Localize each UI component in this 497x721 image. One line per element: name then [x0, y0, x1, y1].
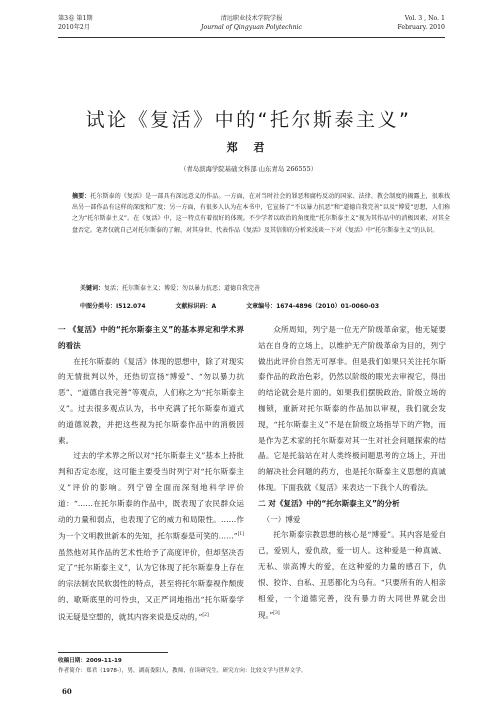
header-date: 2010年2月: [58, 24, 91, 31]
article-author: 郑 君: [226, 141, 271, 154]
running-header: [58, 14, 445, 48]
abstract: [72, 191, 450, 236]
document-code: 文献标识码：A: [175, 303, 217, 310]
right-column: [258, 322, 446, 624]
header-date-en: February. 2010: [397, 24, 445, 31]
keywords-text: 复活；托尔斯泰主义；博爱；勿以暴力抗恶；道德自我完善: [104, 285, 261, 292]
right-paragraph-1: 众所周知，列宁是一位无产阶级革命家，他无疑要站在自身的立场上，以维护无产阶级革命为目的，列宁做出此评价自然无可厚非。但是我们如果只关注托尔斯泰作品的政治色彩，仍然以阶级的眼光去审视它，得出的结论就会是片面的。如果我们摆脱政治、阶级立场的枷锁，重新对托尔斯泰的作品加以审视，我们就会发现，“托尔斯泰主义”不是在阶级立场指导下的产物，而是作为艺术家的托尔斯泰对其一生对社会问题探索的结晶。它是托翁站在对人类终极问题思考的立场上，开出的解决社会问题的药方，也是托尔斯泰主义思想的真诚体现。下面我就《复活》来表达一下我个人的看法。: [258, 325, 446, 492]
keywords: [80, 283, 450, 292]
abstract-label: 摘要：: [72, 193, 91, 200]
citation-1: [1]: [237, 532, 244, 538]
header-journal-en: Journal of Qingyuan Polytechnic: [200, 24, 302, 31]
keywords-label: 关键词：: [80, 285, 105, 292]
article-title: 试论《复活》中的“托尔斯泰主义”: [85, 109, 412, 131]
page-number: 60: [62, 687, 72, 696]
citation-3: [3]: [273, 611, 280, 617]
right-paragraph-2: [258, 527, 446, 623]
right-paragraph-2-text: 托尔斯泰宗教思想的核心是“博爱”。其内容是爱自己，爱别人，爱仇敌，爱一切人。这种爱是一种真诚、无私、崇高博大的爱，在这种爱的力量的感召下，仇恨、狡诈、自私、丑恶都化为乌有。“只要所有的人相亲相爱，一个道德完善，没有暴力的大同世界就会出现。”: [258, 530, 446, 620]
article-number: 文章编号：1674-4896（2010）01-0060-03: [246, 303, 380, 310]
header-journal-cn: 清远职业技术学院学报: [220, 15, 283, 22]
left-paragraph-2-text: 过去的学术界之所以对“托尔斯泰主义”基本上持批判和否定态度，这可能主要受当时列宁对“托尔斯泰主义”评价的影响。列宁曾全面而深刻地科学评价道：“……在托尔斯泰的作品中，既表现了农民群众运动的力量和弱点，也表现了它的威力和局限性。……作为一个文明教世新本的先知，托尔斯泰是可笑的……”: [58, 451, 244, 541]
section-heading-2: 二 对《复活》中的“托尔斯泰主义”的分析: [258, 498, 400, 508]
author-affiliation: （青岛滨海学院基础文科部 山东青岛 266555）: [179, 165, 318, 173]
left-paragraph-1: 在托尔斯泰的《复活》体现的思想中，除了对现实的无情批判以外，还热切宣扬“博爱”、“勿以暴力抗恶”、“道德自我完善”等观点，人们称之为“托尔斯泰主义”。过去很多观点认为，书中充满了托尔斯泰布道式的道德说教，并把这些视为托尔斯泰作品中的消极因素。: [58, 356, 244, 445]
classification-line: [80, 301, 450, 310]
header-rule: [58, 37, 445, 38]
subsection-heading: （一）博爱: [262, 514, 301, 524]
citation-2: [2]: [202, 612, 209, 618]
header-journal: [58, 14, 445, 32]
abstract-text: 托尔斯泰的《复活》是一部具有深远意义的作品。一方面，在对当时社会的罪恶和腐朽反动的国家、法律、教会制度的揭露上，很难找出另一部作品有这样的深度和广度；另一方面，有很多人认为在本书中，它宣扬了“不以暴力抗恶”和“道德自我完善”以及“博爱”思想，人们称之为“托尔斯泰主义”。在《复活》中，这一特点有着很好的体现。不少学者以政治的角度批“托尔斯泰主义”视为其作品中的消极因素，对其全盘否定。笔者仅就自己对托尔斯泰的了解，对其身世、代表作品《复活》及其信仰的分析来浅谈一下对《复活》中“托尔斯泰主义”的认识。: [72, 193, 450, 234]
header-volume-en: Vol. 3 , No. 1: [404, 15, 445, 22]
section-heading-1: 一 《复活》中的“托尔斯泰主义”的基本界定和学术界的看法: [58, 325, 244, 350]
header-volume: 第3卷 第1期: [58, 15, 93, 22]
left-paragraph-2b-text: 虽然他对其作品的艺术性给予了高度评价，但却坚决否定了“托尔斯泰主义”，认为它体现了托尔斯泰身上存在的宗法制农民软弱性的特点，甚至将托尔斯泰视作颓废的、歇斯底里的可怜虫，又正严词地指出“托尔斯泰学说无疑是空想的，就其内容来说是反动的。”: [58, 547, 244, 622]
received-date: 收稿日期：2009-11-19: [58, 658, 122, 664]
footnote: [58, 657, 448, 676]
left-column: [58, 322, 244, 625]
clc-number: 中图分类号：I512.074: [80, 303, 146, 310]
left-paragraph-2: [58, 448, 244, 625]
header-issue-en: [397, 14, 445, 32]
author-bio: 作者简介：郑君（1978-），男，湖南娄阳人，教师，在读研究生，研究方向：比较文学与世界文学。: [58, 667, 307, 674]
footnote-rule: [58, 652, 168, 653]
